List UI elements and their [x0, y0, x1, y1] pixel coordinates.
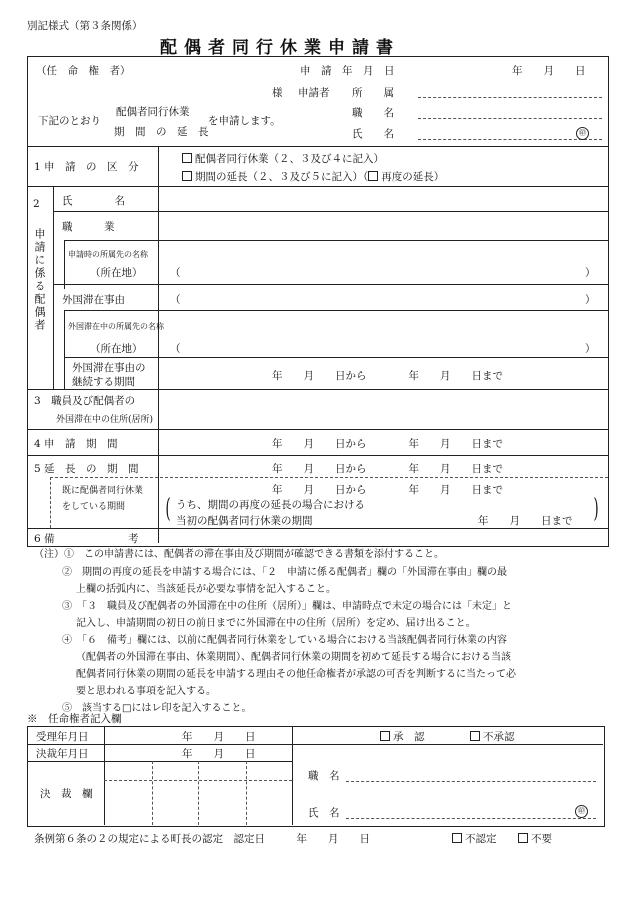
- applicant-label: 申請者: [298, 87, 330, 99]
- option-redo-label: 再度の延長）: [381, 171, 445, 183]
- note-4c: 配偶者同行休業の期間の延長を申請する理由その他任命権者が承認の可否を判断するに当たって必: [76, 669, 516, 680]
- divider: [27, 429, 608, 430]
- divider: [64, 357, 608, 358]
- redo-label-2: 当初の配偶者同行休業の期間: [176, 515, 313, 527]
- checkbox-icon[interactable]: [452, 833, 462, 843]
- divider: [292, 744, 603, 745]
- checkbox-icon[interactable]: [368, 171, 378, 181]
- seal-icon: ㊞: [575, 804, 588, 818]
- dept-field[interactable]: [418, 97, 602, 98]
- section-2-side-label: 申請に係る配偶者: [33, 228, 46, 332]
- divider: [27, 455, 608, 456]
- office-column-divider: [104, 726, 105, 825]
- decided-date-field[interactable]: 年 月 日: [182, 748, 256, 760]
- note-4d: 要と思われる事項を記入する。: [76, 686, 216, 697]
- received-date-field[interactable]: 年 月 日: [182, 731, 256, 743]
- note-3b: 記入し、申請期間の初日の前日までに外国滞在中の住所（居所）を定め、届け出ること。: [76, 618, 476, 629]
- dashed-divider: [50, 477, 608, 478]
- sama-label: 様: [272, 87, 283, 99]
- paren-open: （: [170, 343, 181, 355]
- approve-option[interactable]: [380, 729, 425, 744]
- continue-label-1: 外国滞在事由の: [72, 362, 146, 374]
- application-period-field[interactable]: 年 月 日から 年 月 日まで: [272, 438, 503, 450]
- office-heading: ※ 任命権者記入欄: [27, 713, 122, 725]
- dashed-divider: [104, 780, 292, 781]
- affil-label: 申請時の所属先の名称: [68, 250, 148, 259]
- dashed-divider: [50, 477, 51, 528]
- note-3a: ③ 「３ 職員及び配偶者の外国滞在中の住所（居所）」欄は、申請時点で未定の場合には「未定」と: [62, 601, 512, 612]
- dashed-divider: [152, 761, 153, 825]
- divider: [27, 146, 608, 147]
- office-column-divider: [292, 726, 293, 825]
- option-extension-label: 期間の延長（２、３及び５に記入）（: [195, 171, 369, 183]
- prior-period-field[interactable]: 年 月 日から 年 月 日まで: [272, 484, 503, 496]
- dashed-divider: [198, 761, 199, 825]
- divider: [64, 240, 608, 241]
- approver-name-label: 氏 名: [308, 807, 340, 819]
- checkbox-icon[interactable]: [470, 731, 480, 741]
- section-5-label: 5 延 長 の 期 間: [34, 463, 139, 475]
- reject-option[interactable]: [470, 729, 515, 744]
- apply-date-field[interactable]: 年 月 日: [512, 65, 586, 77]
- spouse-job-label: 職 業: [62, 221, 115, 233]
- note-2a: ② 期間の再度の延長を申請する場合には、「２ 申請に係る配偶者」欄の「外国滞在事由」欄の最: [62, 567, 507, 578]
- intro-suffix: を申請します。: [208, 115, 281, 127]
- name-field[interactable]: [418, 139, 602, 140]
- option-leave[interactable]: [182, 151, 384, 166]
- checkbox-icon[interactable]: [380, 731, 390, 741]
- foreign-affil-label: 外国滞在中の所属先の名称: [68, 322, 164, 331]
- not-certified-option[interactable]: [452, 831, 497, 846]
- approver-position-field[interactable]: [346, 781, 596, 782]
- note-2b: 上欄の括弧内に、当該延長が必要な事情を記入すること。: [76, 584, 336, 595]
- approve-label: 承 認: [393, 731, 425, 743]
- redo-period-field[interactable]: 年 月 日まで: [478, 515, 573, 527]
- name-label: 氏 名: [352, 128, 394, 140]
- paren-close: ）: [585, 343, 596, 355]
- reason-label: 外国滞在事由: [62, 294, 125, 306]
- paren-close: ）: [585, 294, 596, 306]
- label-column-divider: [158, 146, 159, 543]
- footer-text: 条例第６条の２の規定による町長の認定 認定日 年 月 日: [34, 833, 370, 845]
- decided-label: 決裁年月日: [36, 748, 89, 760]
- dept-label: 所 属: [352, 87, 394, 99]
- apply-date-label: 申 請 年 月 日: [300, 65, 395, 77]
- divider: [27, 528, 608, 529]
- intro-prefix: 下記のとおり: [38, 115, 101, 127]
- divider: [27, 761, 292, 762]
- divider: [64, 310, 158, 311]
- prior-period-label-1: 既に配偶者同行休業: [62, 486, 144, 496]
- divider: [27, 186, 608, 187]
- dashed-divider: [246, 761, 247, 825]
- divider: [53, 284, 608, 285]
- section-1-label: 1 申 請 の 区 分: [34, 161, 139, 173]
- section-2-number: 2: [33, 198, 40, 210]
- note-4b: （配偶者の外国滞在事由、休業期間）、配偶者同行休業の期間を初めて延長する場合における当該: [76, 652, 511, 663]
- received-label: 受理年月日: [36, 731, 89, 743]
- checkbox-icon[interactable]: [182, 171, 192, 181]
- position-field[interactable]: [418, 118, 602, 119]
- form-number: 別記様式（第３条関係）: [27, 20, 143, 32]
- option-leave-label: 配偶者同行休業（２、３及び４に記入）: [195, 153, 384, 165]
- approver-position-label: 職 名: [308, 770, 340, 782]
- divider: [27, 744, 292, 745]
- section-3-label-2: 外国滞在中の住所(居所): [56, 415, 154, 425]
- spouse-name-label: 氏 名: [62, 195, 125, 207]
- note-5: ⑤ 該当する□にはレ印を記入すること。: [62, 703, 252, 714]
- indent-line: [64, 310, 65, 389]
- intro-option-extension: 期 間 の 延 長: [114, 126, 209, 138]
- checkbox-icon[interactable]: [518, 833, 528, 843]
- seal-icon: ㊞: [576, 126, 589, 140]
- kessai-label: 決 裁 欄: [40, 788, 93, 800]
- note-1: （注）① この申請書には、配偶者の滞在事由及び期間が確認できる書類を添付すること。: [34, 549, 444, 560]
- option-extension[interactable]: [182, 169, 444, 184]
- foreign-location-label: （所在地）: [90, 343, 143, 355]
- divider: [158, 310, 608, 311]
- affil-location-label: （所在地）: [90, 267, 143, 279]
- redo-label-1: うち、期間の再度の延長の場合における: [176, 499, 365, 511]
- not-certified-label: 不認定: [465, 833, 497, 845]
- intro-option-leave: 配偶者同行休業: [116, 106, 190, 118]
- bracket-open: (: [165, 494, 171, 524]
- paren-open: （: [170, 294, 181, 306]
- divider: [53, 211, 608, 212]
- section-2-inner-divider: [53, 186, 54, 389]
- continue-label-2: 継続する期間: [72, 376, 135, 388]
- reject-label: 不承認: [483, 731, 515, 743]
- not-needed-option[interactable]: [518, 831, 552, 846]
- section-6-label: 6 備 考: [34, 533, 139, 545]
- position-label: 職 名: [352, 107, 394, 119]
- extension-period-field[interactable]: 年 月 日から 年 月 日まで: [272, 463, 503, 475]
- section-3-label-1: 3 職員及び配偶者の: [34, 395, 136, 407]
- indent-line: [64, 240, 65, 289]
- prior-period-label-2: をしている期間: [62, 502, 126, 512]
- continue-period-field[interactable]: 年 月 日から 年 月 日まで: [272, 370, 503, 382]
- approver-name-field[interactable]: [346, 818, 596, 819]
- authority-label: （任 命 権 者）: [36, 65, 131, 77]
- paren-open: （: [170, 267, 181, 279]
- bracket-close: ): [593, 494, 599, 524]
- form-title: 配偶者同行休業申請書: [160, 38, 400, 58]
- checkbox-icon[interactable]: [182, 153, 192, 163]
- not-needed-label: 不要: [531, 833, 552, 845]
- paren-close: ）: [585, 267, 596, 279]
- section-4-label: 4 申 請 期 間: [34, 438, 118, 450]
- note-4a: ④ 「６ 備考」欄には、以前に配偶者同行休業をしている場合における当該配偶者同行休業の内容: [62, 635, 507, 646]
- divider: [27, 389, 608, 390]
